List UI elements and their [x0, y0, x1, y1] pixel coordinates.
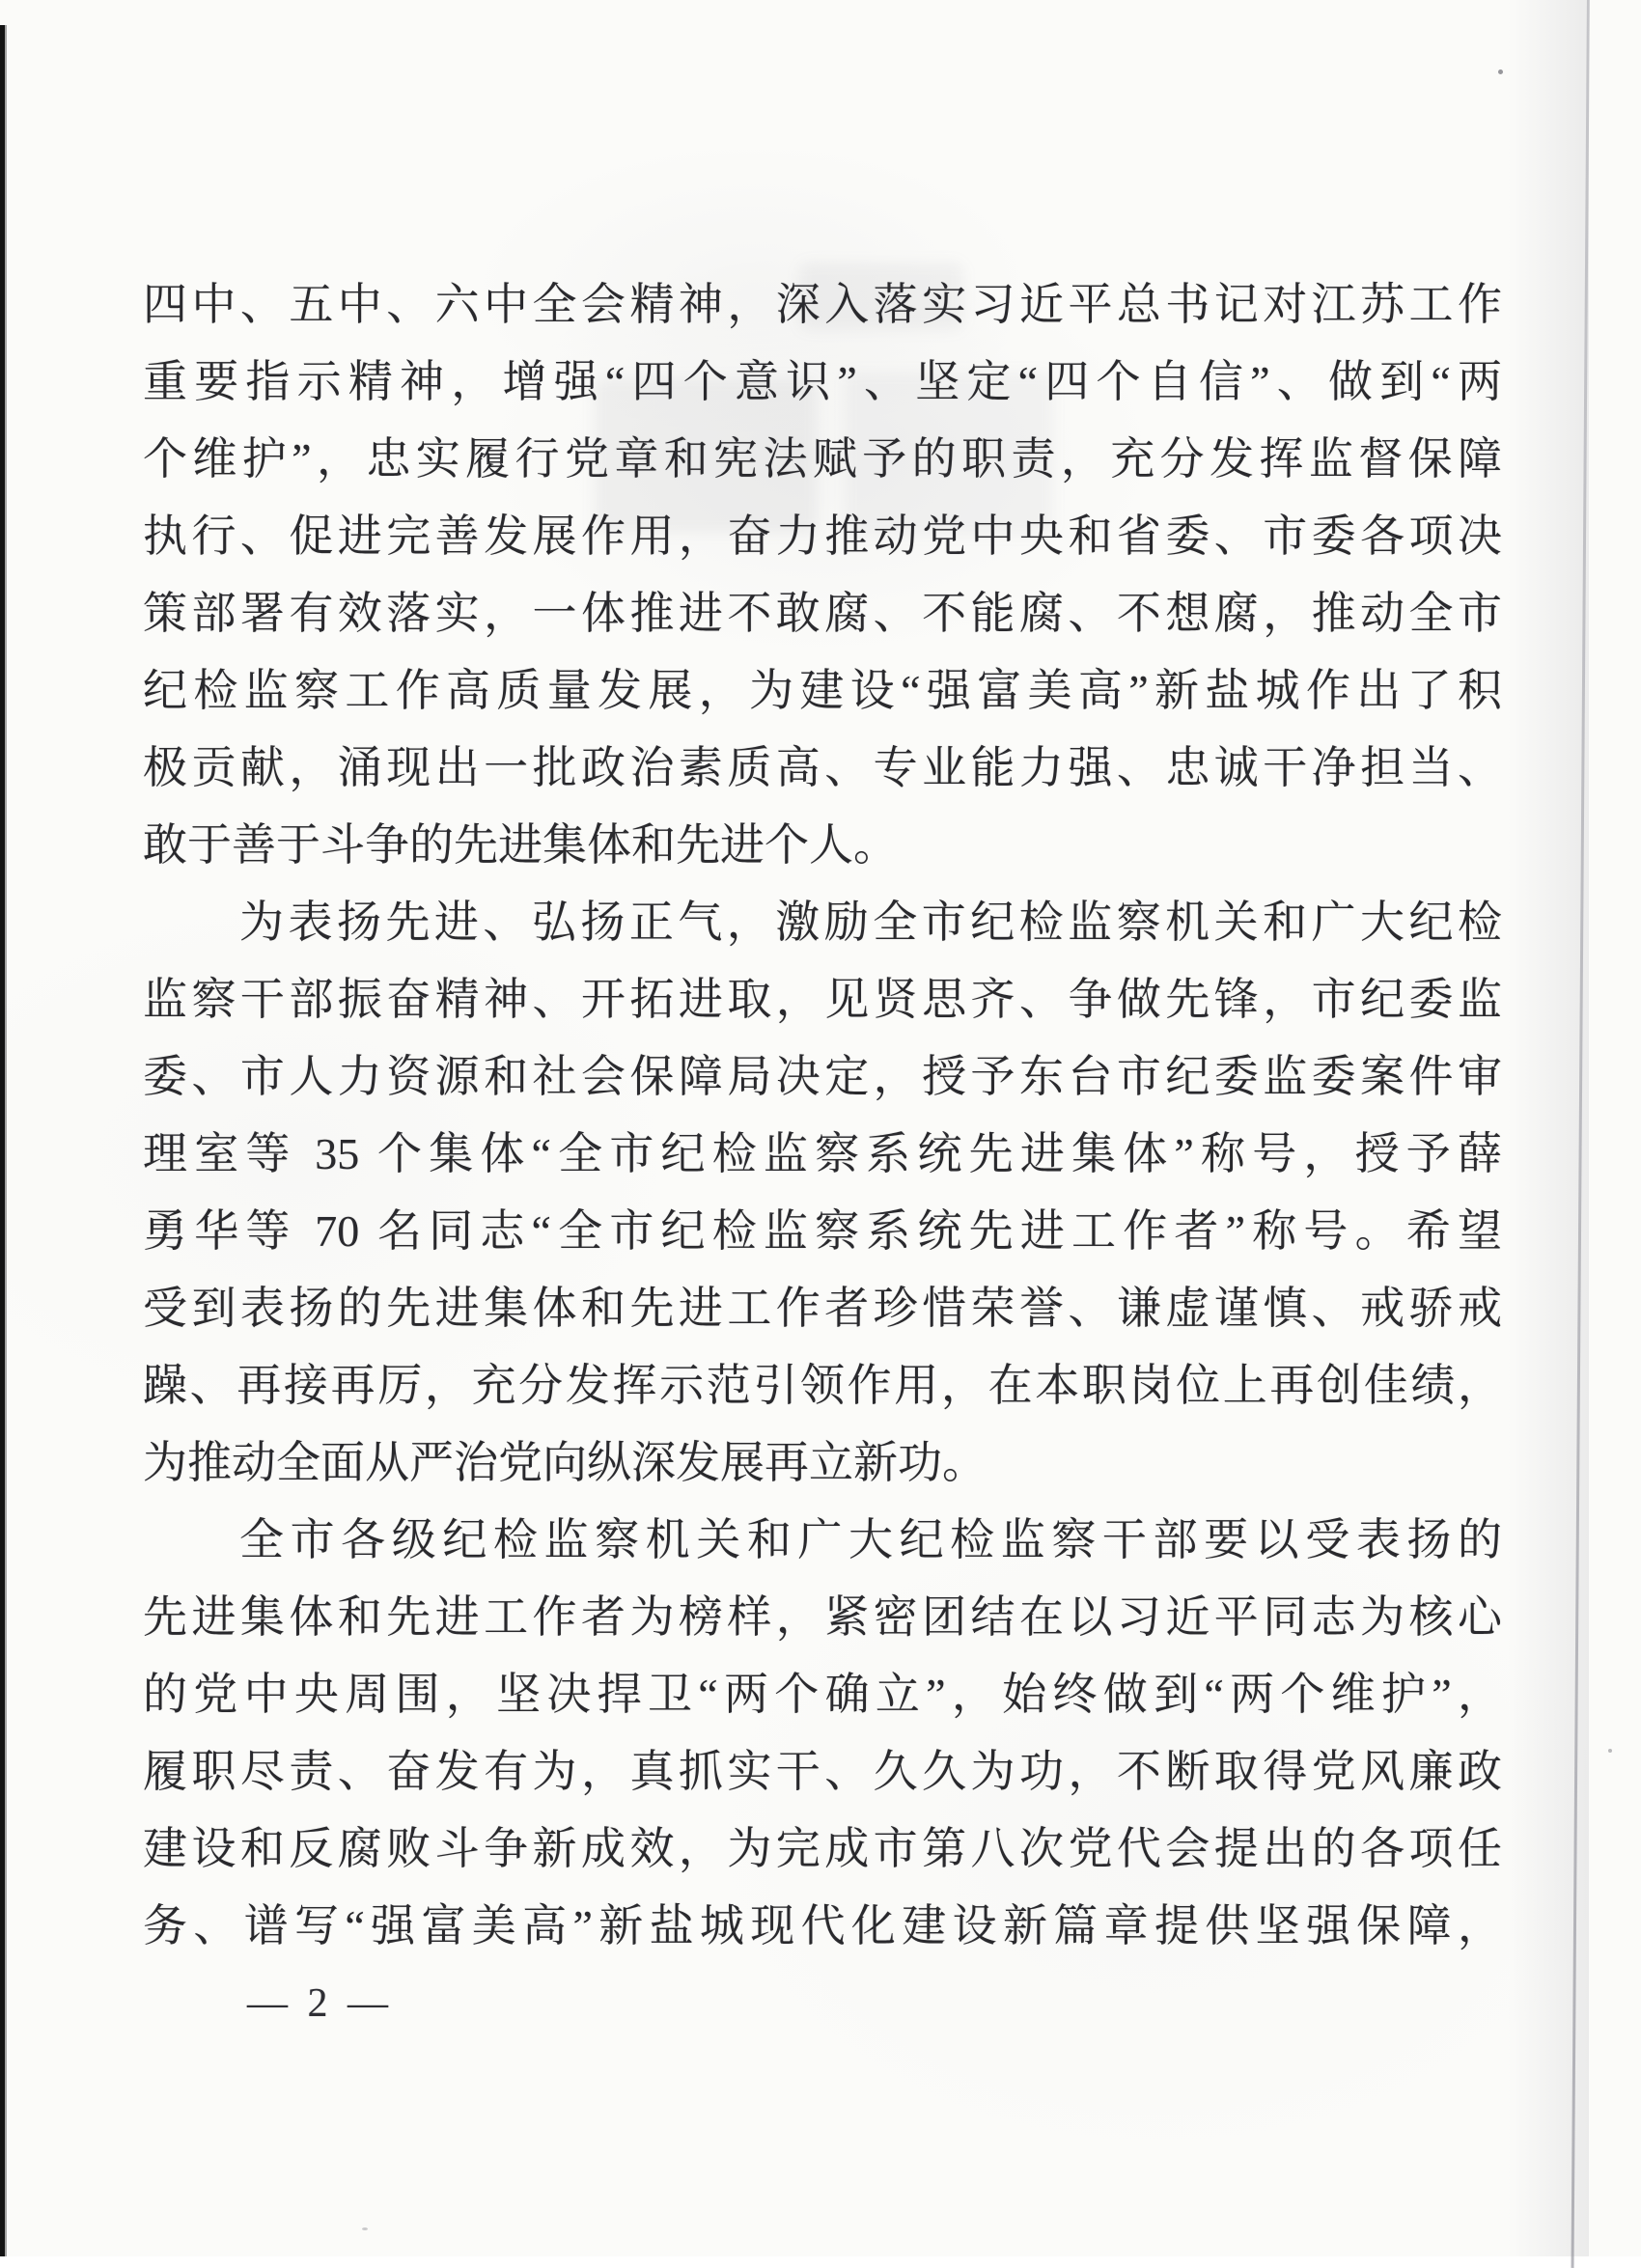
text-line: 受到表扬的先进集体和先进工作者珍惜荣誉、谦虚谨慎、戒骄戒: [143, 1284, 1502, 1333]
text-line: 建设和反腐败斗争新成效，为完成市第八次党代会提出的各项任: [143, 1824, 1502, 1873]
text-line: 勇华等 70 名同志“全市纪检监察系统先进工作者”称号。希望: [143, 1206, 1502, 1256]
text-line: 纪检监察工作高质量发展，为建设“强富美高”新盐城作出了积: [143, 666, 1502, 715]
text-line: 的党中央周围，坚决捍卫“两个确立”，始终做到“两个维护”，: [143, 1670, 1502, 1719]
text-line: 四中、五中、六中全会精神，深入落实习近平总书记对江苏工作: [143, 280, 1502, 329]
page-number: — 2 —: [247, 1981, 388, 2026]
document-body: [143, 266, 1502, 1965]
text-line: 全市各级纪检监察机关和广大纪检监察干部要以受表扬的: [239, 1515, 1502, 1564]
text-line: 执行、促进完善发展作用，奋力推动党中央和省委、市委各项决: [143, 512, 1502, 561]
text-line: 委、市人力资源和社会保障局决定，授予东台市纪委监委案件审: [143, 1052, 1502, 1101]
text-line: 为表扬先进、弘扬正气，激励全市纪检监察机关和广大纪检: [239, 898, 1502, 947]
scan-left-edge-artifact: [0, 25, 8, 2256]
text-line: 监察干部振奋精神、开拓进取，见贤思齐、争做先锋，市纪委监: [143, 975, 1502, 1024]
text-line: 先进集体和先进工作者为榜样，紧密团结在以习近平同志为核心: [143, 1592, 1502, 1642]
page-fold-shading-artifact: [1508, 0, 1589, 2256]
text-line: 履职尽责、奋发有为，真抓实干、久久为功，不断取得党风廉政: [143, 1747, 1502, 1796]
scan-speck-artifact: [1608, 1749, 1612, 1753]
text-line: 理室等 35 个集体“全市纪检监察系统先进集体”称号，授予薛: [143, 1129, 1502, 1178]
scan-speck-artifact: [362, 2227, 368, 2230]
scan-speck-artifact: [1498, 69, 1503, 74]
text-line: 策部署有效落实，一体推进不敢腐、不能腐、不想腐，推动全市: [143, 589, 1502, 638]
text-line: 敢于善于斗争的先进集体和先进个人。: [143, 820, 898, 870]
text-line: 重要指示精神，增强“四个意识”、坚定“四个自信”、做到“两: [143, 357, 1502, 406]
text-line: 务、谱写“强富美高”新盐城现代化建设新篇章提供坚强保障，: [143, 1901, 1502, 1950]
text-line: 极贡献，涌现出一批政治素质高、专业能力强、忠诚干净担当、: [143, 743, 1502, 792]
text-line: 为推动全面从严治党向纵深发展再立新功。: [143, 1438, 987, 1487]
text-line: 躁、再接再厉，充分发挥示范引领作用，在本职岗位上再创佳绩，: [143, 1361, 1502, 1410]
text-line: 个维护”，忠实履行党章和宪法赋予的职责，充分发挥监督保障: [143, 434, 1502, 484]
